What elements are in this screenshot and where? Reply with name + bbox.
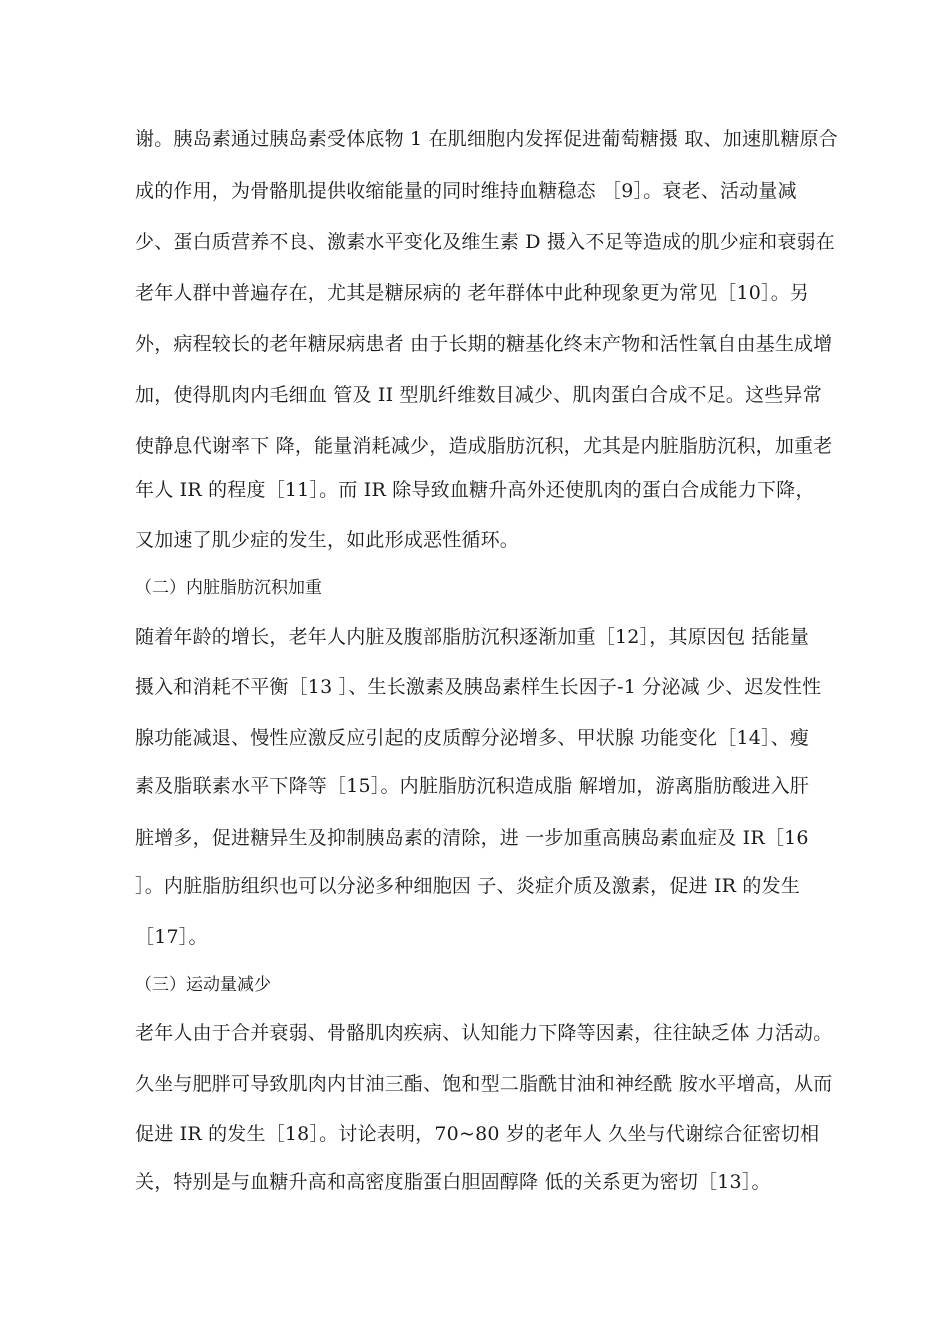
text-line: ［17］。	[135, 926, 208, 948]
section-heading-exercise: （三）运动量减少	[135, 975, 271, 995]
text-line: 谢。胰岛素通过胰岛素受体底物 1 在肌细胞内发挥促进葡萄糖摄 取、加速肌糖原合	[135, 128, 839, 150]
text-line: ］。内脏脂肪组织也可以分泌多种细胞因 子、炎症介质及激素，促进 IR 的发生	[135, 875, 801, 897]
text-line: 成的作用，为骨骼肌提供收缩能量的同时维持血糖稳态 ［9］。衰老、活动量减	[135, 180, 797, 202]
text-line: 少、蛋白质营养不良、激素水平变化及维生素 D 摄入不足等造成的肌少症和衰弱在	[135, 231, 835, 253]
text-line: 腺功能减退、慢性应激反应引起的皮质醇分泌增多、甲状腺 功能变化［14］、瘦	[135, 727, 810, 749]
text-line: 久坐与肥胖可导致肌肉内甘油三酯、饱和型二脂酰甘油和神经酰 胺水平增高，从而	[135, 1073, 833, 1095]
text-line: 摄入和消耗不平衡［13 ］、生长激素及胰岛素样生长因子-1 分泌减 少、迟发性性	[135, 676, 822, 698]
text-line: 脏增多，促进糖异生及抑制胰岛素的清除，进 一步加重高胰岛素血症及 IR［16	[135, 827, 809, 849]
text-line: 又加速了肌少症的发生，如此形成恶性循环。	[135, 529, 520, 551]
text-line: 素及脂联素水平下降等［15］。内脏脂肪沉积造成脂 解增加，游离脂肪酸进入肝	[135, 775, 810, 797]
text-line: 关，特别是与血糖升高和高密度脂蛋白胆固醇降 低的关系更为密切［13］。	[135, 1171, 771, 1193]
text-line: 外，病程较长的老年糖尿病患者 由于长期的糖基化终末产物和活性氧自由基生成增	[135, 333, 833, 355]
text-line: 老年人群中普遍存在，尤其是糖尿病的 老年群体中此种现象更为常见［10］。另	[135, 282, 810, 304]
text-line: 随着年龄的增长，老年人内脏及腹部脂肪沉积逐渐加重［12］，其原因包 括能量	[135, 626, 810, 648]
text-line: 促进 IR 的发生［18］。讨论表明，70~80 岁的老年人 久坐与代谢综合征密切相	[135, 1123, 820, 1145]
text-line: 年人 IR 的程度［11］。而 IR 除导致血糖升高外还使肌肉的蛋白合成能力下降，	[135, 479, 815, 501]
section-heading-visceral-fat: （二）内脏脂肪沉积加重	[135, 578, 322, 598]
text-line: 加，使得肌肉内毛细血 管及 II 型肌纤维数目减少、肌肉蛋白合成不足。这些异常	[135, 384, 822, 406]
text-line: 老年人由于合并衰弱、骨骼肌肉疾病、认知能力下降等因素，往往缺乏体 力活动。	[135, 1022, 833, 1044]
text-line: 使静息代谢率下 降，能量消耗减少，造成脂肪沉积，尤其是内脏脂肪沉积，加重老	[135, 435, 833, 457]
